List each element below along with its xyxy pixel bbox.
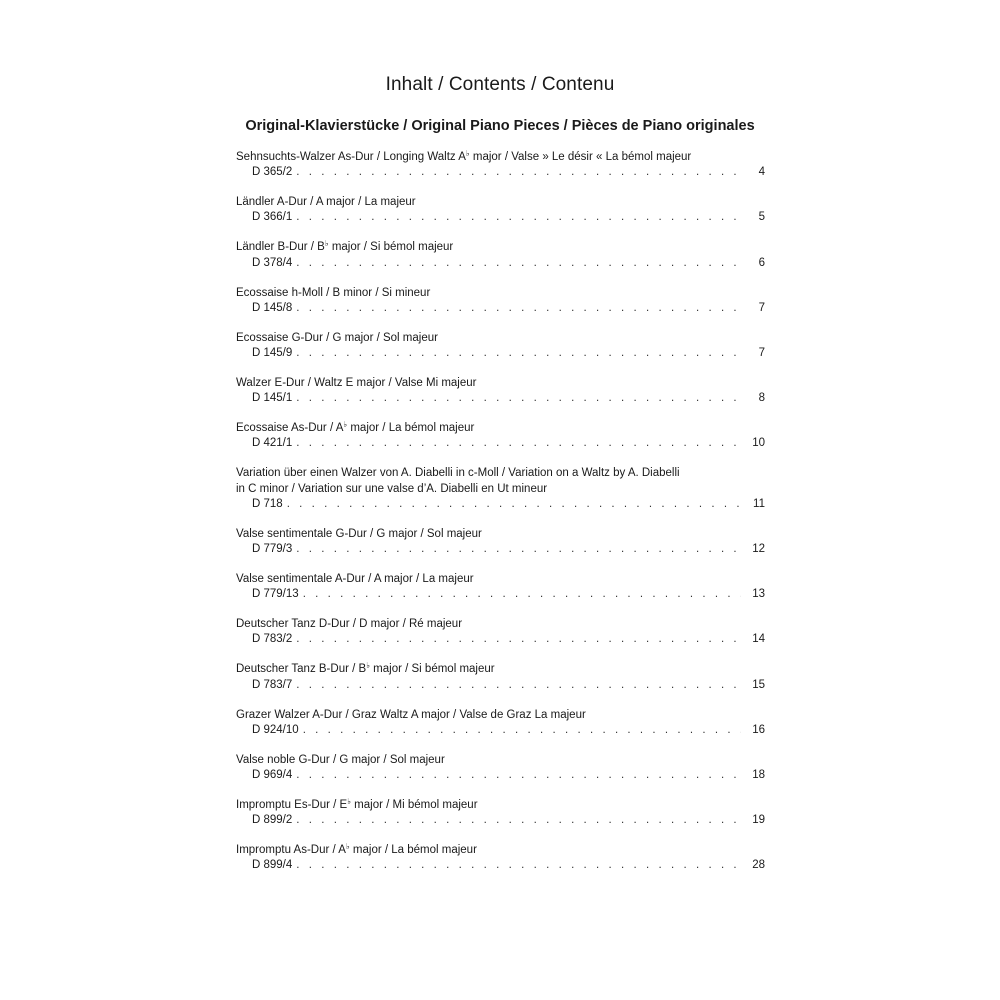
toc-entry-page-number: 28 [752, 859, 765, 872]
toc-entry-title: Valse noble G-Dur / G major / Sol majeur [236, 753, 445, 766]
toc-entry-catalog-number: D 779/3 [252, 543, 293, 556]
toc-entry-catalog-number: D 899/2 [252, 814, 293, 827]
toc-entry[interactable] [236, 466, 765, 512]
toc-entry-title: Valse sentimentale A-Dur / A major / La majeur [236, 573, 474, 586]
flat-sign-icon: ♭ [465, 149, 470, 158]
toc-entry[interactable] [236, 753, 765, 783]
toc-entry-line [236, 497, 765, 512]
toc-entry-line [236, 256, 765, 271]
toc-entry-title: Ecossaise G-Dur / G major / Sol majeur [236, 331, 438, 344]
toc-entry-catalog-number: D 779/13 [252, 588, 299, 601]
toc-entry[interactable] [236, 708, 765, 738]
toc-entry-line [236, 813, 765, 828]
toc-entry-title: Valse sentimentale G-Dur / G major / Sol majeur [236, 527, 482, 540]
flat-sign-icon: ♭ [324, 239, 329, 249]
dot-leader [303, 587, 741, 602]
flat-sign-icon: ♭ [343, 420, 348, 430]
toc-entry-page-number: 18 [752, 769, 765, 782]
toc-entry-page-number: 4 [758, 166, 765, 179]
toc-entry[interactable] [236, 376, 765, 406]
dot-leader [303, 723, 741, 738]
toc-entry[interactable] [236, 150, 765, 180]
dot-leader [287, 497, 741, 512]
toc-entry[interactable] [236, 331, 765, 361]
toc-entry-title: Ländler A-Dur / A major / La majeur [236, 196, 416, 209]
dot-leader [296, 858, 741, 873]
toc-entry-catalog-number: D 145/8 [252, 301, 293, 314]
dot-leader [296, 391, 741, 406]
toc-entry-line [236, 301, 765, 316]
flat-sign-icon: ♭ [347, 797, 351, 807]
toc-entry-line [236, 210, 765, 225]
toc-entry-title: Deutscher Tanz B-Dur / B♭ major / Si bémol majeur [236, 661, 495, 676]
flat-sign-icon: ♭ [345, 842, 350, 852]
dot-leader [296, 813, 741, 828]
toc-entry-catalog-number: D 899/4 [252, 859, 293, 872]
toc-entry-line [236, 768, 765, 783]
toc-entry-line [236, 436, 765, 451]
dot-leader [296, 632, 741, 647]
toc-entry-line [236, 858, 765, 873]
toc-entry-catalog-number: D 365/2 [252, 166, 293, 179]
toc-entry-line [236, 632, 765, 647]
dot-leader [296, 256, 741, 271]
toc-entry-page-number: 6 [758, 256, 765, 269]
toc-entry-title: Impromptu Es-Dur / E♭ major / Mi bémol majeur [236, 797, 478, 812]
toc-entry-title: Ecossaise h-Moll / B minor / Si mineur [236, 286, 431, 299]
toc-entry[interactable] [236, 572, 765, 602]
toc-entry-page-number: 14 [752, 633, 765, 646]
toc-entry-catalog-number: D 145/9 [252, 347, 293, 360]
dot-leader [296, 346, 741, 361]
toc-entry-page-number: 7 [758, 347, 765, 360]
toc-entry-line [236, 165, 765, 180]
toc-entry-title: Grazer Walzer A-Dur / Graz Waltz A major / Valse de Graz La majeur [236, 708, 586, 721]
toc-entry-line [236, 346, 765, 361]
dot-leader [296, 678, 741, 693]
toc-entry[interactable] [236, 286, 765, 316]
toc-entry-title: Ecossaise As-Dur / A♭ major / La bémol majeur [236, 420, 475, 435]
toc-entry-catalog-number: D 783/7 [252, 678, 293, 691]
toc-entry-title: Variation über einen Walzer von A. Diabelli in c-Moll / Variation on a Waltz by A. Diabelli in C minor / Variation sur une valse d’A. Diabelli en Ut mineur [236, 467, 680, 495]
toc-entry-page-number: 11 [753, 497, 765, 510]
toc-entry-catalog-number: D 145/1 [252, 392, 293, 405]
table-of-contents [236, 150, 765, 888]
toc-entry-title: Walzer E-Dur / Waltz E major / Valse Mi majeur [236, 377, 477, 390]
toc-entry-title: Deutscher Tanz D-Dur / D major / Ré majeur [236, 618, 463, 631]
toc-entry-catalog-number: D 366/1 [252, 211, 293, 224]
toc-entry-page-number: 15 [752, 678, 765, 691]
toc-entry[interactable] [236, 240, 765, 270]
toc-entry-title: Sehnsuchts-Walzer As-Dur / Longing Waltz A♭ major / Valse » Le désir « La bémol majeur [236, 149, 692, 163]
toc-entry[interactable] [236, 617, 765, 647]
dot-leader [296, 165, 741, 180]
toc-entry[interactable] [236, 843, 765, 873]
flat-sign-icon: ♭ [366, 661, 370, 671]
toc-entry-page-number: 5 [758, 211, 765, 224]
toc-entry[interactable] [236, 195, 765, 225]
toc-entry[interactable] [236, 798, 765, 828]
page-title: Inhalt / Contents / Contenu [385, 74, 615, 95]
toc-entry-page-number: 13 [752, 588, 765, 601]
toc-entry-line [236, 391, 765, 406]
toc-entry-page-number: 12 [752, 543, 765, 556]
toc-entry-line [236, 678, 765, 693]
toc-entry-catalog-number: D 718 [252, 497, 283, 510]
toc-entry[interactable] [236, 662, 765, 692]
dot-leader [296, 542, 741, 557]
toc-entry-catalog-number: D 924/10 [252, 723, 299, 736]
toc-entry-catalog-number: D 969/4 [252, 769, 293, 782]
toc-entry-catalog-number: D 783/2 [252, 633, 293, 646]
toc-entry-page-number: 7 [758, 301, 765, 314]
toc-entry-catalog-number: D 378/4 [252, 256, 293, 269]
dot-leader [296, 436, 741, 451]
toc-entry-page-number: 19 [752, 814, 765, 827]
toc-entry-line [236, 542, 765, 557]
section-title: Original-Klavierstücke / Original Piano Pieces / Pièces de Piano originales [245, 118, 755, 134]
toc-entry-line [236, 723, 765, 738]
dot-leader [296, 210, 741, 225]
toc-entry-line [236, 587, 765, 602]
toc-entry[interactable] [236, 527, 765, 557]
toc-entry-page-number: 10 [752, 437, 765, 450]
toc-entry-page-number: 8 [758, 392, 765, 405]
dot-leader [296, 768, 741, 783]
toc-entry[interactable] [236, 421, 765, 451]
toc-entry-catalog-number: D 421/1 [252, 437, 293, 450]
toc-entry-page-number: 16 [752, 723, 765, 736]
dot-leader [296, 301, 741, 316]
toc-entry-title: Ländler B-Dur / B♭ major / Si bémol majeur [236, 239, 454, 254]
toc-entry-title: Impromptu As-Dur / A♭ major / La bémol majeur [236, 842, 477, 857]
